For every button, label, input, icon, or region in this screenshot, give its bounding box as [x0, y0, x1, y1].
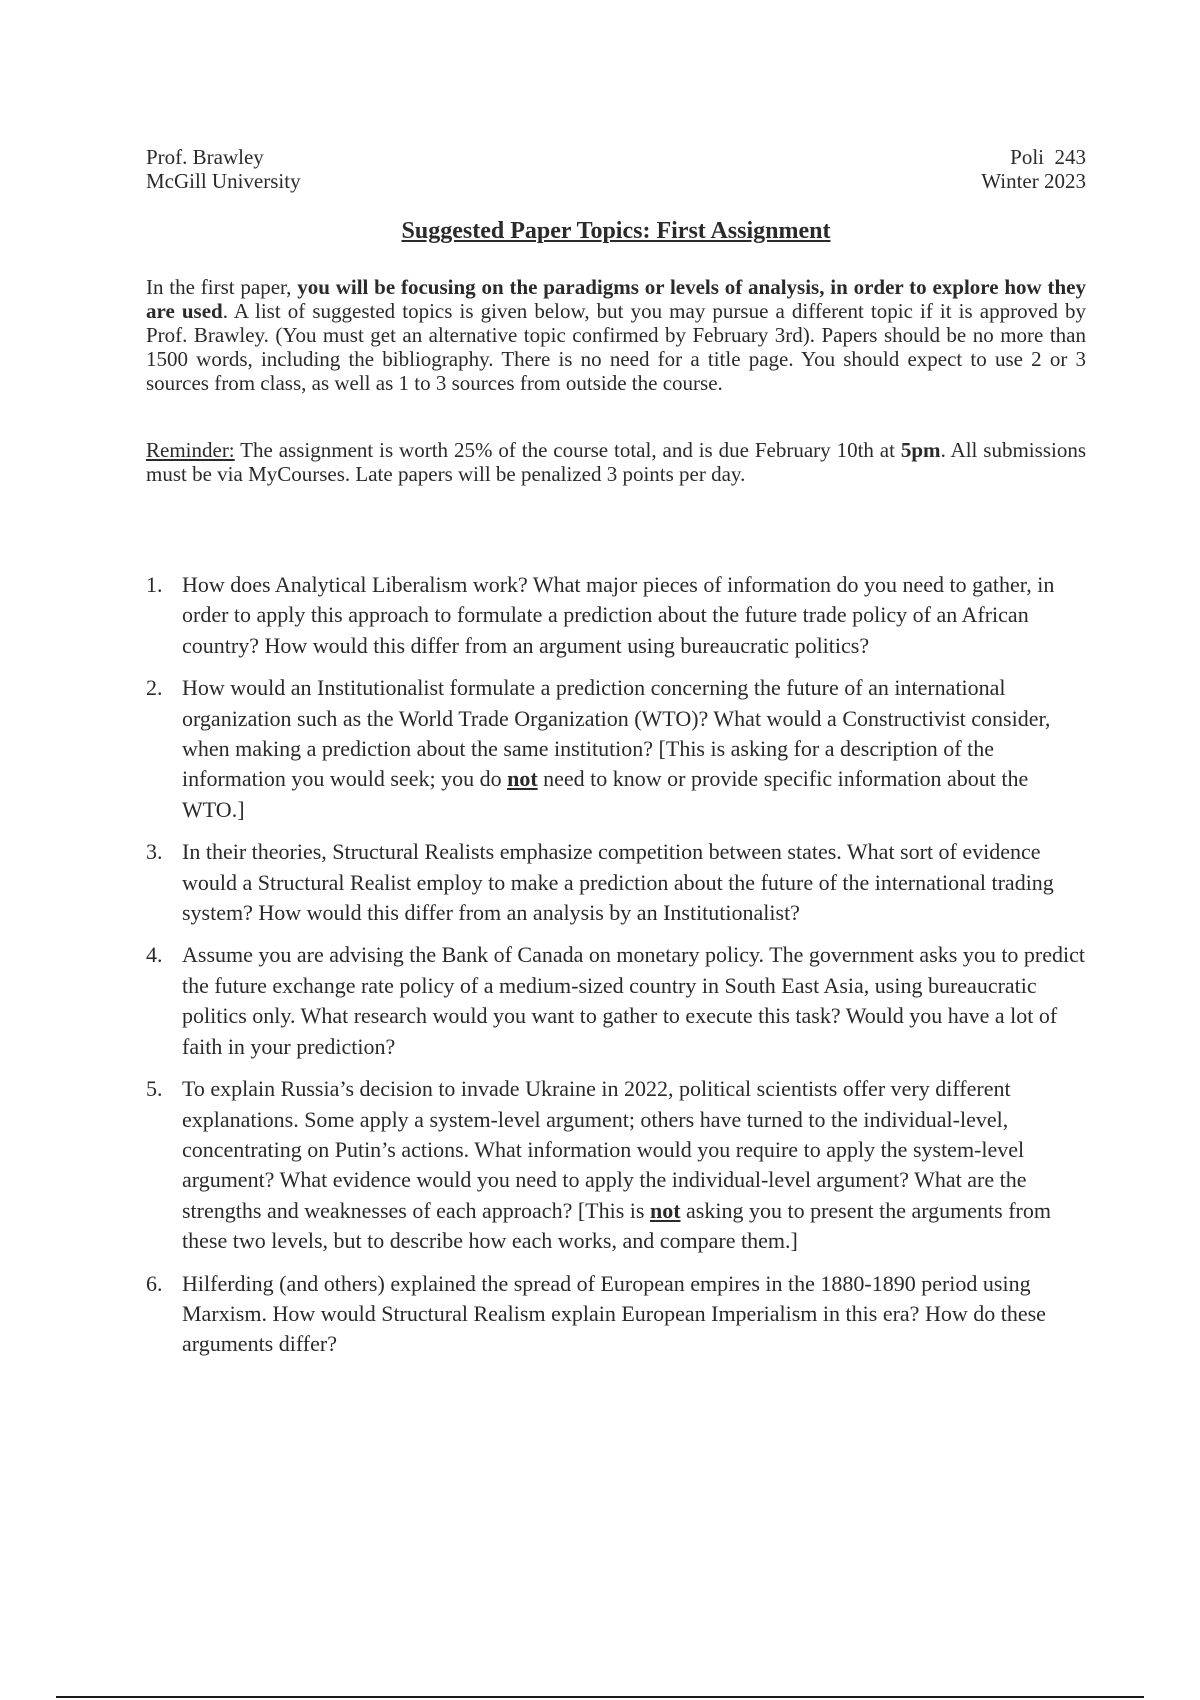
term: Winter 2023 [981, 169, 1086, 193]
topic-number: 3. [146, 839, 163, 865]
course-code: Poli 243 [1010, 145, 1086, 169]
intro-paragraph [146, 275, 1086, 395]
topic-item-2 [146, 673, 1086, 825]
topic-text-before: How would an Institutionalist formulate a prediction concerning the future of an international organization such as the World Trade Organization (WTO)? What would a Constructivist consider, when making a prediction about the same institution? [This is asking for a description of the information you would seek; you do [182, 675, 1051, 792]
bottom-divider [56, 1696, 1144, 1698]
intro-rest: . A list of suggested topics is given below, but you may pursue a different topic if it is approved by Prof. Brawley. (You must get an alternative topic confirmed by February 3rd). Papers should be no more than 1500 words, including the bibliography. There is no need for a title page. You should expect to use 2 or 3 sources from class, as well as 1 to 3 sources from outside the course. [146, 299, 1086, 395]
header-left [146, 145, 301, 193]
reminder-text-1: The assignment is worth 25% of the course total, and is due February 10th at [234, 438, 901, 462]
intro-prefix: In the first paper, [146, 275, 298, 299]
reminder-deadline-time: 5pm [900, 438, 941, 462]
topic-text: How does Analytical Liberalism work? What major pieces of information do you need to gather, in order to apply this approach to formulate a prediction about the future trade policy of an African country? How would this differ from an argument using bureaucratic politics? [182, 572, 1055, 658]
topic-list [146, 570, 1086, 1360]
reminder-text-2: . All submissions must be via MyCourses. Late papers will be penalized 3 points per day. [146, 438, 1086, 486]
topic-number: 5. [146, 1076, 163, 1102]
topic-text: Hilferding (and others) explained the spread of European empires in the 1880-1890 period using Marxism. How would Structural Realism explain European Imperialism in this era? How do these arguments differ? [182, 1270, 1046, 1357]
topic-emphasis: not [507, 766, 538, 792]
topic-text-before: To explain Russia’s decision to invade Ukraine in 2022, political scientists offer very different explanations. Some apply a system-level argument; others have turned to the individual-level, concentrating on Putin’s actions. What information would you require to apply the system-level argument? What evidence would you need to apply the individual-level argument? What are the strengths and weaknesses of each approach? [This is [182, 1076, 1027, 1223]
topic-emphasis: not [649, 1197, 681, 1223]
topic-number: 6. [146, 1270, 163, 1296]
document-title: Suggested Paper Topics: First Assignment [401, 218, 831, 244]
reminder-paragraph [146, 438, 1086, 486]
topic-text [182, 673, 1086, 825]
document-page [146, 145, 1086, 1372]
topic-text: Assume you are advising the Bank of Canada on monetary policy. The government asks you to predict the future exchange rate policy of a medium-sized country in South East Asia, using bureaucratic politics only. What research would you want to gather to execute this task? Would you have a lot of faith in your prediction? [182, 942, 1086, 1059]
topic-number: 2. [146, 675, 163, 701]
reminder-label: Reminder: [146, 438, 235, 462]
topic-text-after: asking you to present the arguments from these two levels, but to describe how each works, and compare them.] [182, 1197, 1051, 1254]
topic-item-4 [146, 940, 1086, 1062]
topic-item-3 [146, 837, 1086, 928]
topic-item-6 [146, 1269, 1086, 1360]
document-header [146, 145, 1086, 193]
topic-item-5 [146, 1074, 1086, 1256]
topic-text-after: need to know or provide specific information about the WTO.] [182, 766, 1029, 822]
topic-number: 4. [146, 942, 163, 968]
professor-name: Prof. Brawley [146, 145, 264, 169]
topic-item-1 [146, 570, 1086, 661]
intro-bold-text: you will be focusing on the paradigms or levels of analysis, in order to explore how they are used [146, 275, 1086, 323]
topic-number: 1. [146, 572, 163, 597]
topic-text [182, 1074, 1086, 1256]
topic-text: In their theories, Structural Realists emphasize competition between states. What sort of evidence would a Structural Realist employ to make a prediction about the future of the international trading system? How would this differ from an analysis by an Institutionalist? [182, 839, 1054, 926]
university-name: McGill University [146, 169, 301, 193]
header-right [981, 145, 1086, 193]
